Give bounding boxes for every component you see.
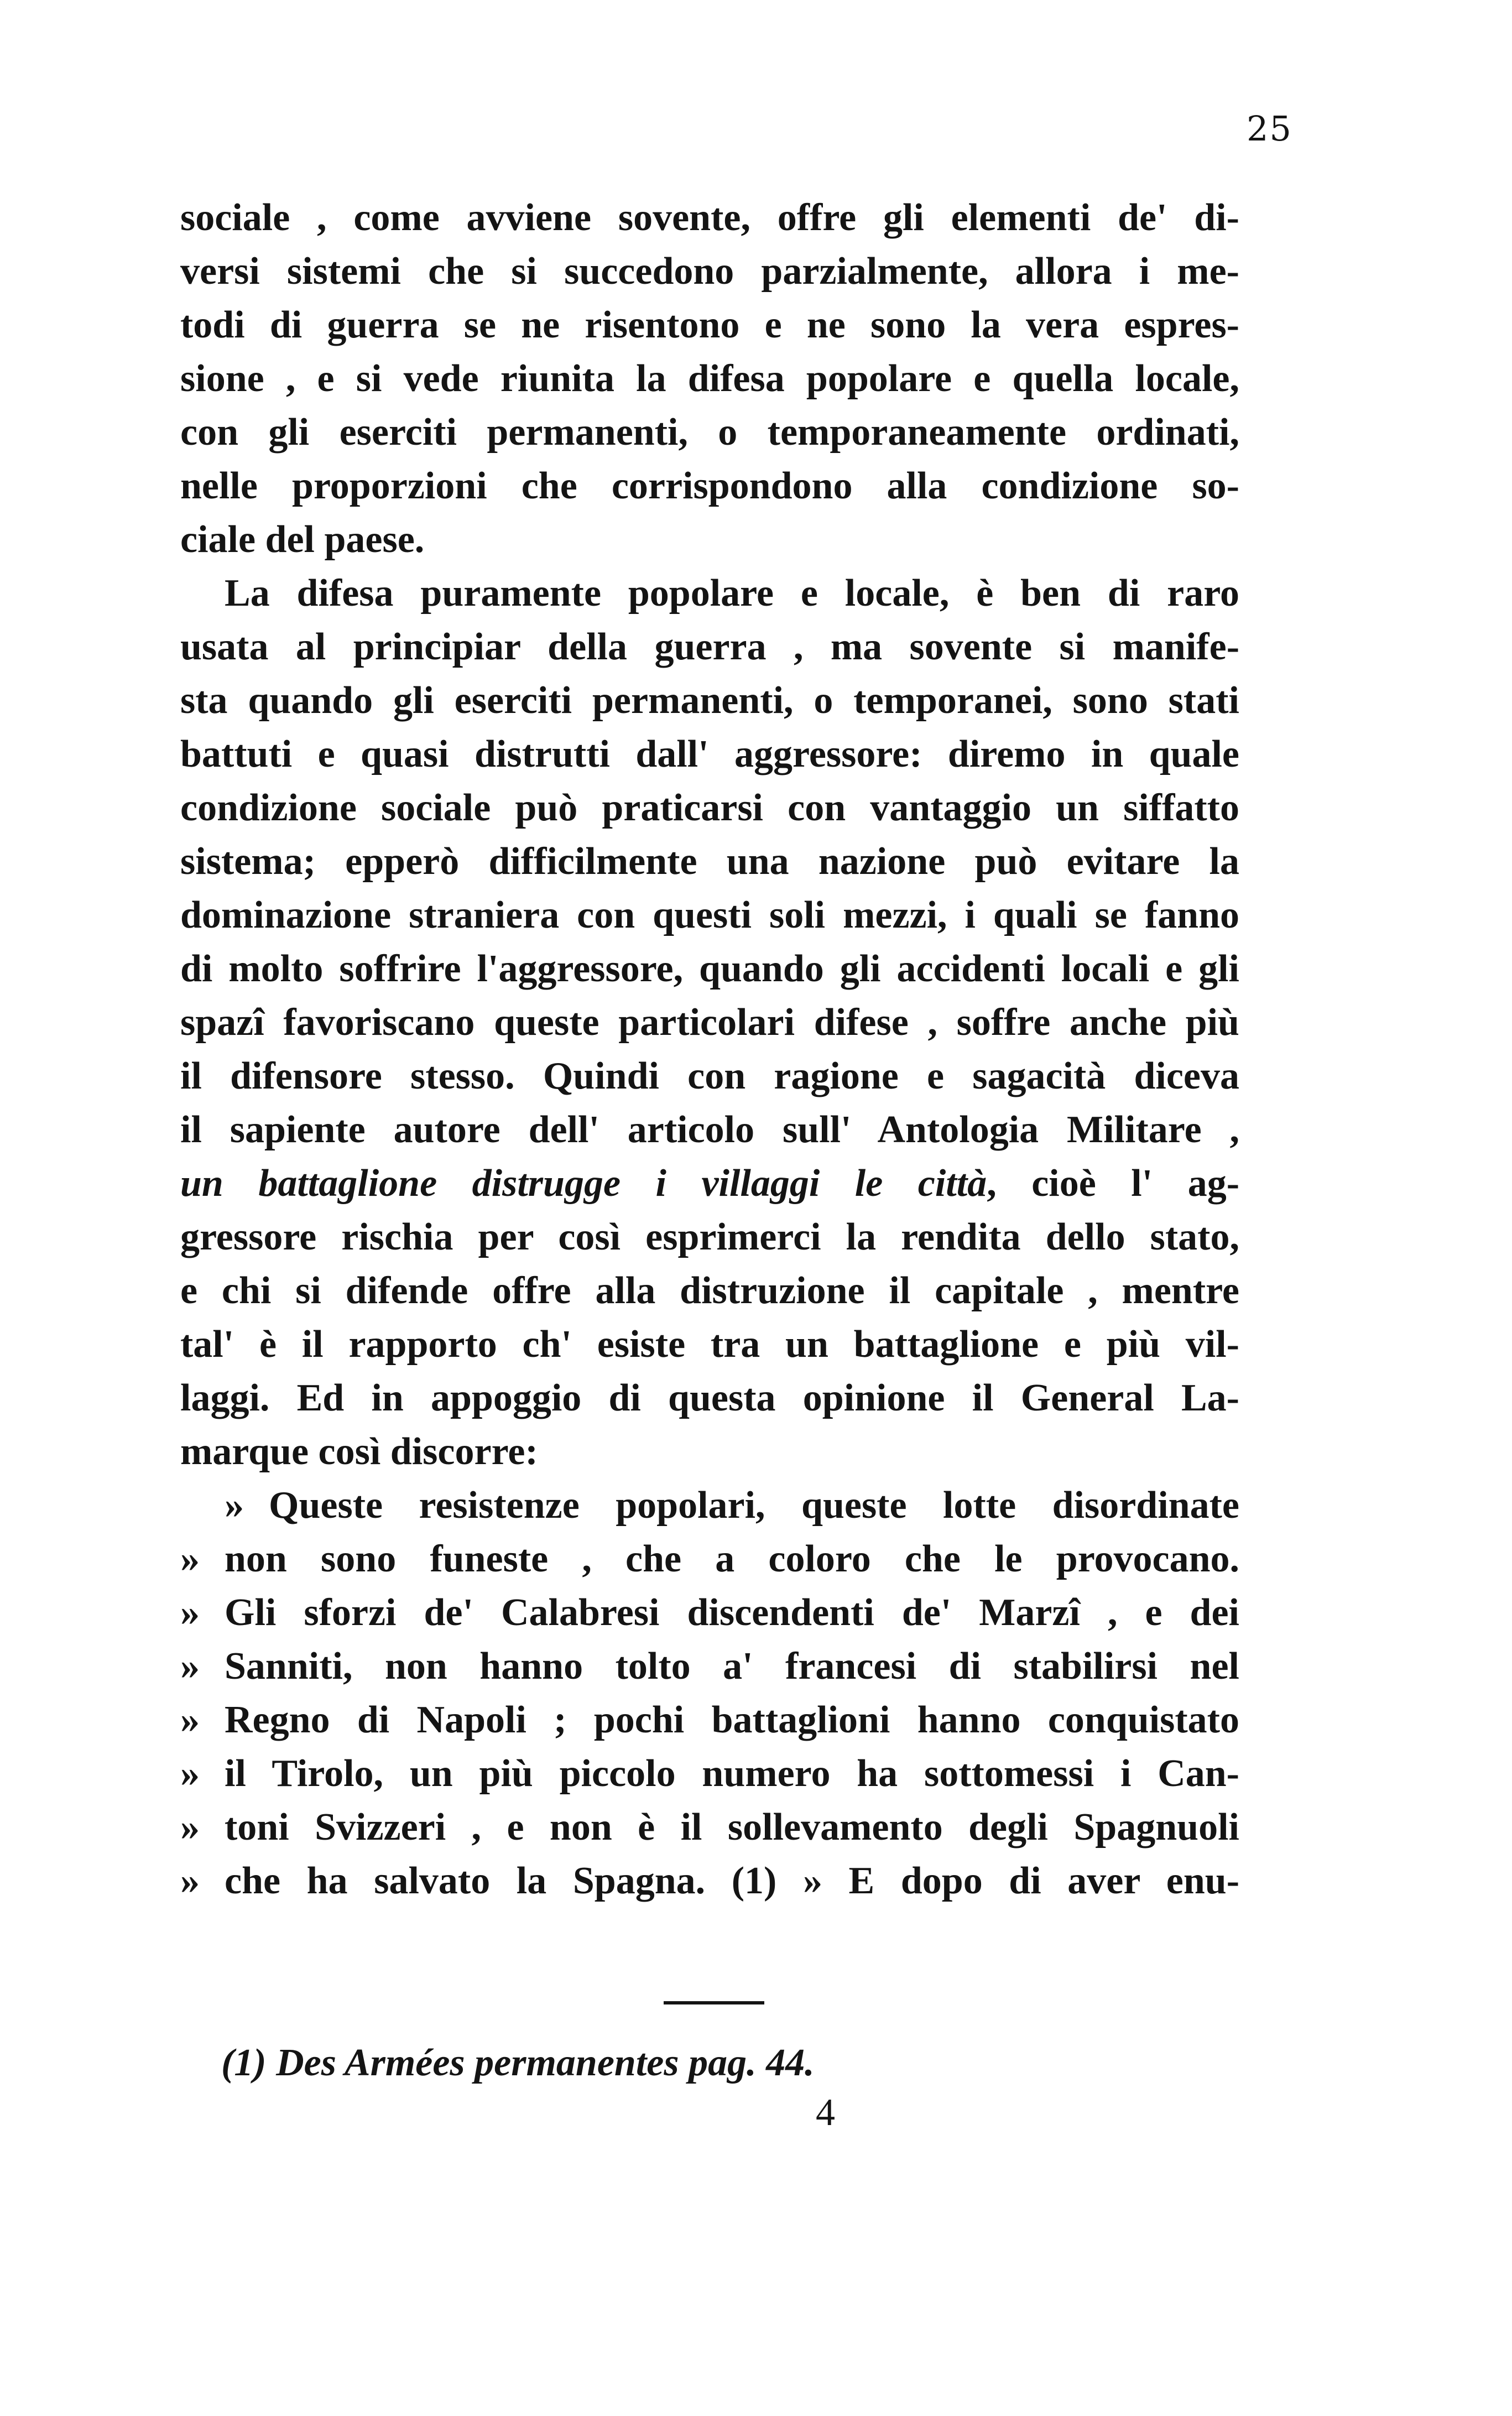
quote-mark: »: [180, 1538, 200, 1580]
quote-line: [180, 1478, 1239, 1532]
quote-text: Gli sforzi de' Calabresi discendenti de' Marzî , e dei: [225, 1591, 1239, 1634]
italic-line-rest: , cioè l' ag-: [987, 1162, 1240, 1205]
text-line: sta quando gli eserciti permanenti, o temporanei, sono stati: [180, 679, 1239, 722]
body-text: [180, 191, 1239, 1908]
quote-mark: »: [225, 1484, 244, 1527]
quote-mark: »: [180, 1645, 200, 1688]
italic-text-line: [180, 1157, 1239, 1210]
text-line: sociale , come avviene sovente, offre gli elementi de' di-: [180, 196, 1239, 239]
italic-quote: un battaglione distrugge i villaggi le città: [180, 1162, 987, 1205]
text-line: laggi. Ed in appoggio di questa opinione il General La-: [180, 1377, 1239, 1419]
quote-line: [180, 1800, 1239, 1854]
quote-text: Regno di Napoli ; pochi battaglioni hanno conquistato: [225, 1699, 1239, 1741]
text-line: spazî favoriscano queste particolari difese , soffre anche più: [180, 1001, 1239, 1044]
text-line: sistema; epperò difficilmente una nazione può evitare la: [180, 840, 1239, 883]
quote-text: non sono funeste , che a coloro che le provocano.: [225, 1538, 1239, 1580]
text-line: battuti e quasi distrutti dall' aggressore: diremo in quale: [180, 733, 1239, 775]
quote-mark: »: [180, 1699, 200, 1741]
signature-mark: 4: [816, 2091, 835, 2134]
text-line: sione , e si vede riunita la difesa popolare e quella locale,: [180, 357, 1239, 400]
text-line: il difensore stesso. Quindi con ragione e sagacità diceva: [180, 1055, 1239, 1097]
text-line: dominazione straniera con questi soli mezzi, i quali se fanno: [180, 894, 1239, 936]
quote-text: che ha salvato la Spagna. (1) » E dopo di aver enu-: [225, 1860, 1239, 1902]
text-line: con gli eserciti permanenti, o temporaneamente ordinati,: [180, 411, 1239, 454]
quote-mark: »: [180, 1752, 200, 1795]
text-line: versi sistemi che si succedono parzialmente, allora i me-: [180, 250, 1239, 293]
text-line: condizione sociale può praticarsi con vantaggio un siffatto: [180, 787, 1239, 829]
text-line: il sapiente autore dell' articolo sull' Antologia Militare ,: [180, 1108, 1239, 1151]
text-line: tal' è il rapporto ch' esiste tra un battaglione e più vil-: [180, 1323, 1239, 1366]
text-line: usata al principiar della guerra , ma sovente si manife-: [180, 626, 1239, 668]
text-line: nelle proporzioni che corrispondono alla condizione so-: [180, 465, 1239, 507]
text-line: La difesa puramente popolare e locale, è ben di raro: [225, 572, 1239, 615]
quote-line: [180, 1586, 1239, 1639]
quote-mark: »: [180, 1591, 200, 1634]
quote-line: [180, 1693, 1239, 1747]
text-line: todi di guerra se ne risentono e ne sono la vera espres-: [180, 304, 1239, 346]
footnote: (1) Des Armées permanentes pag. 44.: [221, 2042, 815, 2084]
text-line: di molto soffrire l'aggressore, quando gli accidenti locali e gli: [180, 947, 1239, 990]
quote-text: toni Svizzeri , e non è il sollevamento degli Spagnuoli: [225, 1806, 1239, 1849]
quote-text: Sanniti, non hanno tolto a' francesi di stabilirsi nel: [225, 1645, 1239, 1688]
text-line: marque così discorre:: [180, 1430, 538, 1473]
quote-line: [180, 1747, 1239, 1800]
quote-line: [180, 1639, 1239, 1693]
quote-mark: »: [180, 1806, 200, 1849]
quote-line: [180, 1854, 1239, 1908]
quote-mark: »: [180, 1860, 200, 1902]
text-line: gressore rischia per così esprimerci la rendita dello stato,: [180, 1216, 1239, 1258]
footnote-divider: [664, 2001, 764, 2004]
page-number: 25: [1247, 108, 1292, 149]
quote-line: [180, 1532, 1239, 1586]
quote-text: Queste resistenze popolari, queste lotte disordinate: [269, 1484, 1239, 1527]
quote-text: il Tirolo, un più piccolo numero ha sottomessi i Can-: [225, 1752, 1239, 1795]
text-line: e chi si difende offre alla distruzione il capitale , mentre: [180, 1269, 1239, 1312]
text-line: ciale del paese.: [180, 518, 425, 561]
